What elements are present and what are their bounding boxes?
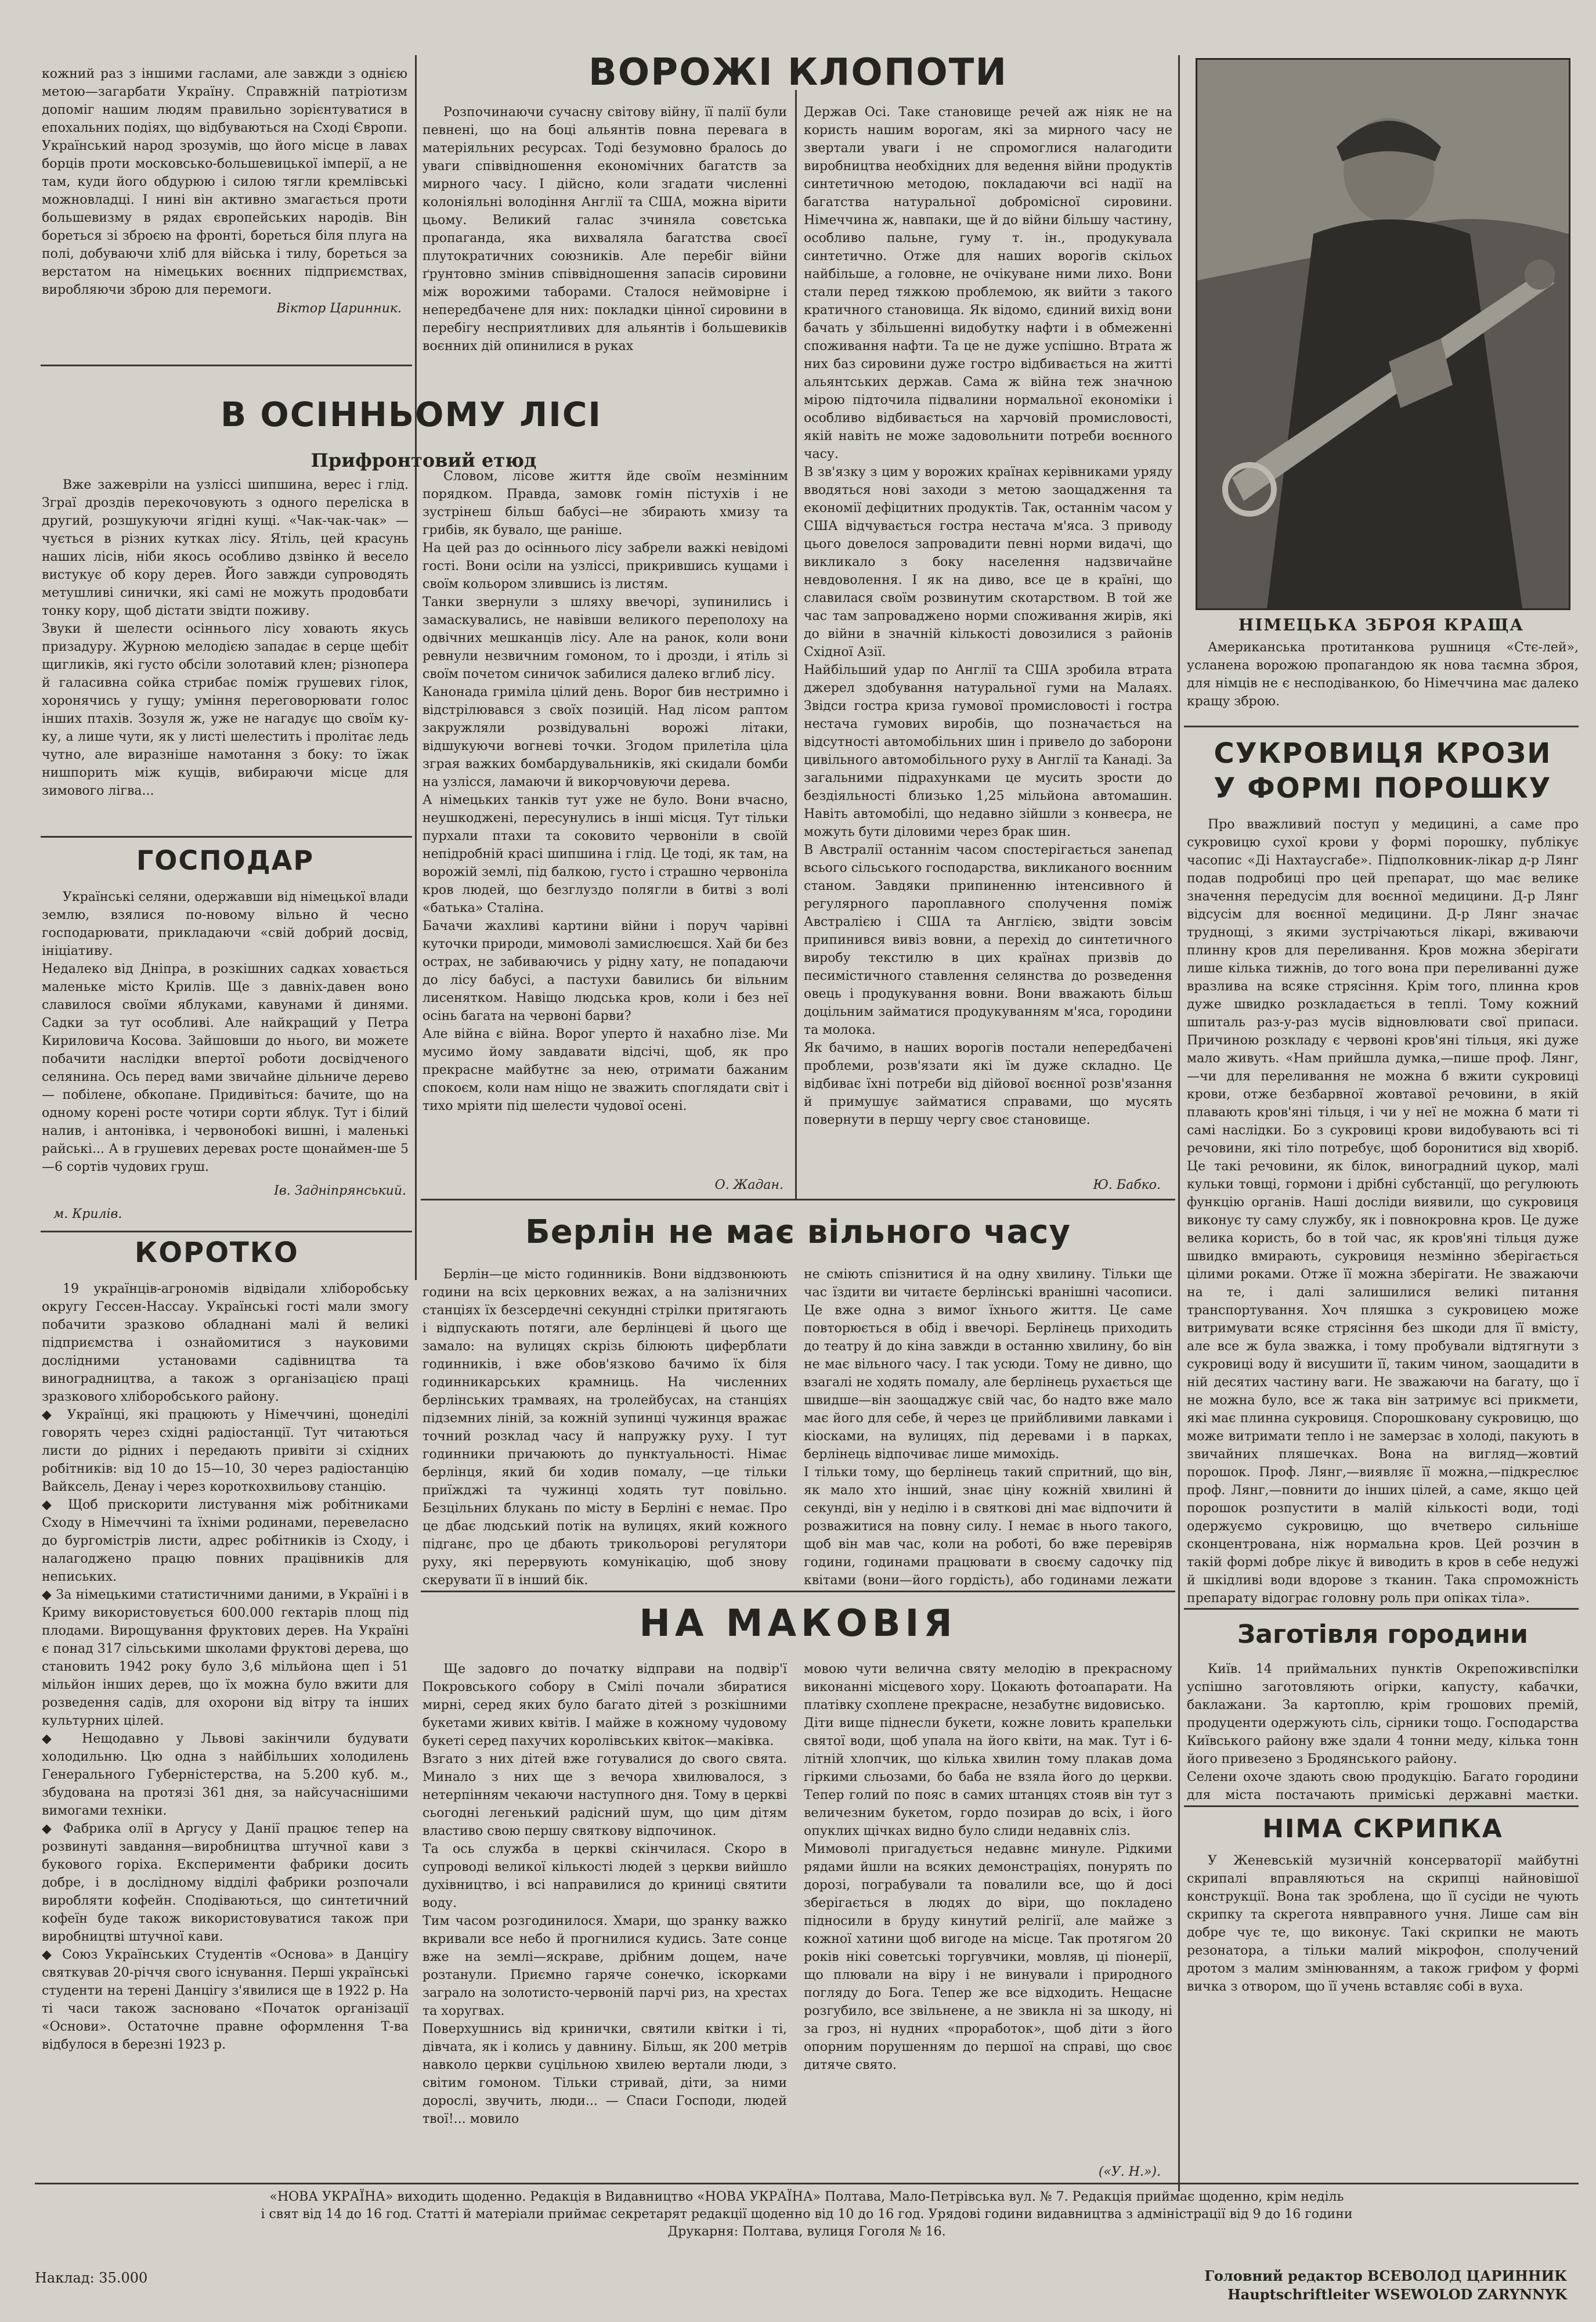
imprint-line-3: Друкарня: Полтава, вулиця Гоголя № 16. [667, 2224, 946, 2239]
korotko-headline: КОРОТКО [135, 1236, 299, 1269]
section-rule [421, 1591, 1175, 1592]
lis-column-2 [423, 467, 788, 1173]
column-rule [795, 90, 797, 1199]
lis-column-1 [42, 476, 409, 824]
photo-title: НІМЕЦЬКА ЗБРОЯ КРАЩА [1238, 615, 1525, 634]
voroji-column-2 [804, 103, 1172, 1177]
korotko-text: 19 українців-агрономів відвідали хліборобську округу Гессен-Нассау. Українські гості мали змогу побачити зразково обладнані малі й великі підприємства і ознайомитися з науковими дослідними установами садівництва та виноградництва, а також з організацією праці зразкового хліборобського району. ◆ Українці, які працюють у Німеччині, щонеділі говорять через східні радіостанції. Тут читаються листи до рідних і передають привіти зі східних робітників: від 10 до 15—10, 30 через радіостанцію Вайксель, Денау і через короткохвильову станцію. ◆ Щоб прискорити листування між робітниками Сходу в Німеччині та їхніми родинами, перевеласно до бургомістрів листи, адрес робітників із Сходу, і налагоджено працю повних працівників для непиських. ◆ За німецькими статистичними даними, в Україні і в Криму використовується 600.000 гектарів площ під плодами. Вирощування фруктових дерев. На Україні є понад 317 сільськими школами фруктові дерева, що становить 1942 року було 3,6 мільйона щеп і 51 мільйон інших дерев, що їх можна було вжити для розведення садів, для охорони від вітру та інших культурних цілей. ◆ Нещодавно у Львові закінчили будувати холодильню. Цю одна з найбільших холодилень Генерального Губерністерства, на 5.200 куб. м., збудована на протязі 361 дня, за найсучаснішими вимогами техніки. ◆ Фабрика олії в Аргусу у Данії працює тепер на розвинуті завдання—виробництва штучної кави з букового горіха. Експерименти фабрики досить добре, і в дослідному відділі фабрики розпочали виробляти кофейн. Сподіваються, що синтетичний кофеїн буде також використовуватися також при виробництві штучної кави. ◆ Союз Українських Студентів «Основа» в Данцігу святкував 20-річчя свого існування. Перші українські студенти на терені Данцігу з'явилися ще в 1922 р. На ті часи також засновано «Початок організації «Основи». Остаточне правне оформлення Т-ва відбулося в березні 1923 р. [42, 1282, 409, 2052]
lis-text-2: Словом, лісове життя йде своїм незмінним порядком. Правда, замовк гомін пістухів і не зустрінеш більш бабусі—не збирають хмизу та грибів, як бувало, ще раніше. На цей раз до осіннього лісу забрели важкі невідомі гості. Вони осіли на узліссі, прикрившись кущами і своїм кольором злившись із листям. Танки звернули з шляху ввечорі, зупинились і замаскувались, не навівши великого переполоху на одвічних мешканців лісу. Але на ранок, коли вони ревнули незвичним гомоном, то і дрозди, і ятіль зі своїм почетом синичок забилися далеко вглиб лісу. Канонада гриміла цілий день. Ворог бив нестримно і відстрілювався з своїх позицій. Над лісом раптом закружляли розвідувальні ворожі літаки, відшукуючи вогневі точки. Згодом прилетіла ціла зграя важких бомбардувальників, які скидали бомби на узлісся, ламаючи й викорчовуючи дерева. А німецьких танків тут уже не було. Вони вчасно, неушкоджені, пересунулись в інші місця. Тут тільки пурхали птахи та соковито червоніли в своїй непідробній красі шипшина і глід. Це тоді, як там, на ворожій землі, під балкою, густо і страшно червоніла кров людей, що безглуздо полягли в битві з волі «батька» Сталіна. Бачачи жахливі картини війни і поруч чарівні куточки природи, мимоволі замислюєшся. Хай би без острах, не забиваючись у рідну хату, не попадаючи до лісу бабусі, а пастухи бавились би вільним лисенятком. Навіщо людська кров, коли і без неї осінь багата на червоні барви? Але війна є війна. Ворог уперто й нахабно лізе. Ми мусимо йому завдавати відсічі, щоб, як про прекрасне майбутнє за нею, отримати бажаним спокоєм, коли нам ніщо не зважить споглядати світ і тихо мріяти під шелести чудової осені. [423, 469, 788, 1113]
imprint [35, 2188, 1579, 2241]
photo-figure [1197, 60, 1569, 608]
makovia-column-2 [804, 1660, 1172, 2159]
berlin-text-2: не сміють спізнитися й на одну хвилину. Тільки ще час їздити ви читаєте берлінські вранішні часописи. Це вже одна з вимог їхнього життя. Це саме повторюється в обід і ввечорі. Берлінець приходить до театру й до кіна завжди в останню хвилину, бо він не має вільного часу. І так усюди. Тому не дивно, що взагалі не ходять помалу, але берлінець рухається ще швидше—він заощаджує свій час, бо надто вже мало має його для себе, й через це прийбливими лавками і кіосками, на вулицях, під деревами і в парках, берлінець відпочиває лише мимохідь. І тільки тому, що берлінець такий спритний, що він, як мало хто інший, знає ціну кожній хвилині й секунді, він у неділю і в святкові дні має відпочити й розважитися на повну силу. І немає в нього такого, щоб він мав час, коли на роботі, бо вже перевіряв години, годинами працювати в своєму садочку під квітами (вони—його гордість), або годинами лежати [804, 1267, 1172, 1588]
section-rule [1184, 1608, 1579, 1610]
skrypka-text: У Женевській музичній консерваторії майбутні скрипалі вправляються на скрипці найновішої конструкції. Вона так зроблена, що її сусіди не чують скрипку та скрегота нявправного учня. Лише сам він добре чує те, що виконує. Такі скрипки не мають резонатора, а тільки малий мікрофон, сполучений дротом з малим змінюванням, а також грифом у формі вичка з отвором, що її учень вставляє собі в вуха. [1187, 1854, 1579, 1994]
soldier-with-rifle-photo [1196, 58, 1570, 610]
skarb-headline-1: СУКРОВИЦЯ КРОЗИ [1214, 737, 1552, 770]
photo-caption-text: Американська протитанкова рушниця «Стє-лей», усланена ворожою пропагандою як нова таємна зброя, для німців не є несподіванкою, бо Німеччина має далеко кращу зброю. [1187, 640, 1579, 709]
editor-ua: Головний редактор ВСЕВОЛОД ЦАРИННИК [1204, 2267, 1567, 2284]
editor-block [1204, 2267, 1567, 2304]
skarb-text: Про вважливий поступ у медицині, а саме про сукровицю сухої крови у формі порошку, публікує часопис «Ді Нахтаусгабе». Підполковник-лікар д-р Лянг подав подробиці про цей препарат, що має велике значення передусім для воєнної медицини. Д-р Лянг відсусім для воєнної медицини. Д-р Лянг значає труднощі, з якими зустрічаються лікарі, вживаючи плинну кров для переливання. Кров можна зберігати лише кілька тижнів, до того вона при переливанні дуже вразлива на всяке стрясіння. Крім того, плинна кров дуже швидко розкладається в теплі. Тому кожний шпиталь раз-у-раз мусів відновлювати свої припаси. Причиною розкладу є червоні кров'яні тільця, які дуже мало живуть. «Нам прийшла думка,—пише проф. Лянг,—чи для переливання не можна б вжити сукровиці крови, отже безбарвної жовтавої речовини, в якій плавають кров'яні тільця, і чи у неї не можна б мати ті самі наслідки. Бо з сукровиці крови видобувають всі ті речовини, які тіло потребує, щоб боронитися від хворіб. Це такі речовини, як білок, виноградний цукор, малі кульки товщі, гормони і дрібні субстанції, що регулюють функцію органів. Наші досліди виявили, що сукровиця виконує ту саму службу, як і повнокровна кров. Це дуже велика користь, бо в той час, як кров'яні тільця дуже швидко вмирають, сукровиця незмінно зберігається цілими роками. Отже її можна зберігати. Не зважаючи на те, і далі залишилися великі питання транспортування. Хоч пляшка з сукровицею може витримувати всяке стрясіння без шкоди для її вмісту, але все ж була зважка, і тому пробували відтягнути з сукровиці воду й висушити її, таким чином, заощадити в ній десятих частину ваги. Не зважаючи на багату, що ї не можна було, все ж така він затримує всі прикмети, які має плинна сукровиця. Спорошковану сукровицю, що може витримати тепло і не замерзає в холоді, пакують в звичайних пляшечках. Вона на вигляд—жовтий порошок. Проф. Лянг,—виявляє її можна,—підкреслює проф. Лянг,—повнити до інших цілей, а саме, якщо цей порошок розпустити в малій кількості води, тоді одержуємо сукровицю, що вчетверо сильніше сконцентрована, ніж нормальна кров. Цей розчин в такій формі добре лікує й виводить в кров в себе недужі й шкідливі води вдорове з тканин. Така спроможність препарату відограє головну роль при опіках тіла». [1187, 817, 1579, 1605]
berlin-column-1 [423, 1265, 787, 1588]
section-rule [41, 1231, 412, 1232]
circulation: Наклад: 35.000 [35, 2270, 148, 2286]
makovia-headline: НА МАКОВІЯ [639, 1602, 957, 1645]
voroji-text-1: Розпочинаючи сучасну світову війну, її палії були певнені, що на боці альянтів повна перевага в матеріяльних ресурсах. Тоді безумовно бралось до уваги співвідношення економічних багатств за мирного часу. І дійсно, коли згадати численні колоніяльні володіння Англії та США, можна вірити цьому. Великий галас зчиняла совєтська пропаганда, яка вихваляла багатства своєї плутократичних союзників. Але перебіг війни ґрунтовно змінив співвідношення запасів сировини між ворожими таборами. Сталося неймовірне і непередбачене для них: покладки цінної сировини в перебігу несприятливих для альянтів і большевиків воєнних дій опинилися в руках [423, 105, 787, 354]
makovia-text-1: Ще задовго до початку відправи на подвір'ї Покровського собору в Смілі почали збиратися мирні, серед яких було багато дітей з розкішними букетами живих квітів. І майже в кожному чудовому букеті серед пахучих королівських квіток—маківка. Взгато з них дітей вже готувалися до свого свята. Минало з них ще з вечора хвилювалося, з нетерпінням чекаючи наступного дня. Тому в церкві сьогодні легенький радісний шум, що цим дітям властиво свою першу святкову відпочинок. Та ось служба в церкві скінчилася. Скоро в супроводі великої кількості людей з церкви вийшло духівництво, і всі направилися до криниці святити воду. Тим часом розгодинилося. Хмари, що зранку важко вкривали все небо й прогнилися кудись. Зате сонце вже на землі—яскраве, дрібним дощем, наче розтанули. Приємно гаряче сонечко, іскорками заграло на золотисто-червоній парчі риз, на хрестах та хоругвах. Поверхушнись від кринички, святили квітки і ті, дівчата, як і колись у давнину. Більш, як 200 метрів навколо церкви суцільною хвилею вертали люди, з світим гомоном. Тільки стривай, діти, за ними дорослі, звучить, люди... — Спаси Господи, людей твої!... мовило [423, 1662, 787, 2126]
gospodar-text: Українські селяни, одержавши від німецької влади землю, взялися по-новому вільно й чесно господарювати, прикладаючи «свій добрий досвід, ініціативу. Недалеко від Дніпра, в розкішних садках ховається маленьке місто Крилів. Ще з давніх-давен воно славилося своїми яблуками, кавунами й динями. Садки за тут особливі. Але найкращий у Петра Кириловича Косова. Зайшовши до нього, ви можете побачити наслідки впертої роботи досвідченого селянина. Ось перед вами звичайне дільниче дерево — побілене, обкопане. Придивіться: бачите, що на одному корені росте чотири сорти яблук. Тут і білий налив, і антонівка, і червонобокі вишні, і маленькі райські... А в грушевих деревах росте щонаймен-ше 5—6 сортів чудових груш. [42, 890, 409, 1174]
lis-subtitle: Прифронтовий етюд [310, 449, 537, 471]
makovia-column-1 [423, 1660, 787, 2183]
continuation-text: кожний раз з іншими гаслами, але завжди з однією метою—загарбати Україну. Справжній патріотизм допоміг нашим людям правильно зорієнтуватися в епохальних подіях, що відбуваються на Сході Європи. Український народ зрозумів, що його місце в лавах борців проти московсько-большевицької імперії, а не там, куди його обдурюю і силою тягли кремлівські можновладці. І нині він активно змагається проти большевизму в рядах європейських народів. Він бореться зі зброєю на фронті, бореться біля плуга на полі, добуваючи хліб для війська і тилу, бореться за верстатом на німецьких воєнних підприємствах, виробляючи зброю для перемоги. [42, 67, 407, 297]
skarb-column [1187, 816, 1579, 1605]
imprint-line-1: «НОВА УКРАЇНА» виходить щоденно. Редакція в Видавництво «НОВА УКРАЇНА» Полтава, Мало-Петрівська вул. № 7. Редакція приймає щоденно, крім неділь [269, 2190, 1344, 2204]
gospodar-place: м. Крилів. [53, 1207, 122, 1221]
imprint-line-2: і свят від 14 до 16 год. Статті й матеріали приймає секретарят редакції щоденно від 10 до 16 год. Урядові години видавництва з адміністрації від 9 до 16 години [261, 2207, 1353, 2222]
gorodyna-headline: Заготівля городини [1237, 1620, 1528, 1649]
footer-rule [35, 2183, 1579, 2184]
section-rule [41, 836, 412, 838]
lis-signature: О. Жадан. [714, 1178, 783, 1192]
voroji-column-1 [423, 103, 787, 411]
column-rule [1178, 55, 1180, 2191]
berlin-column-2 [804, 1265, 1172, 1588]
voroji-signature: Ю. Бабко. [1093, 1178, 1161, 1192]
article-signature: Віктор Царинник. [276, 301, 402, 316]
korotko-column [42, 1280, 409, 2183]
column-rule [415, 55, 417, 1280]
section-rule [1184, 1805, 1579, 1807]
section-rule [421, 1199, 1175, 1200]
makovia-signature: («У. Н.»). [1098, 2165, 1161, 2179]
voroji-text-2: Держав Осі. Таке становище речей аж ніяк не на користь нашим ворогам, які за мирного часу не звертали уваги і не спромоглися налагодити виробництва необхідних для ведення війни продуктів синтетичною методою, покладаючи всі надії на багатства натуральної добромісної сировини. Німеччина ж, навпаки, ще й до війни більшу частину, особливо пальне, гуму т. ін., продукувала синтетично. Отже для наших ворогів скільох найбільше, а головне, не очікуване ними лихо. Вони стали перед тяжкою проблемою, як вийти з такого кратичного становища. Як відомо, єдиний вихід вони бачать у збільшенні видобутку нафти і в обмеженні споживання нафти. Та це не дуже успішно. Втрата ж них баз сировини дуже гостро відбивається на житті альянтських держав. Сама ж війна теж значною мірою підточила підвалини нормальної економіки і особливо відбивається на харчовій промисловості, якій навіть не може задовольнити потреби воєнного часу. В зв'язку з цим у ворожих країнах керівниками уряду вводяться нові заходи з метою заощадження та економії дефіцитних продуктів. Так, останнім часом у США відчувається гостра нестача м'яса. З приводу цього довелося запровадити певні норми видачі, що викликало з боку населення надзвичайне невдоволення. І як на диво, все це в країні, що славилася своїм розвинутим скотарством. В той же час там запроваджено норми споживання жирів, які до війни в значній кількості довозилися з районів Східної Азії. Найбільший удар по Англії та США зробила втрата джерел здобування натуральної гуми на Малаях. Звідси гостра криза гумової промисловості і гостра нестача гумових виробів, що позначається на відсутності автомобільних шин і привело до заборони цивільного автомобільного руху в Англії та Канаді. За загальними підрахунками це мусить зрости до бездіяльності близько 1,25 мільйона автомашин. Навіть автомобілі, що недавно зійшли з конвеєра, не можуть бути діловими через брак шин. В Австралії останнім часом спостерігається занепад всього сільського господарства, викликаного воєнним станом. Завдяки припиненню інтенсивного й регулярного пароплавного сполучення поміж Австралією і США та Англією, звідти зовсім припинився вивіз вовни, а перехід до синтетичного виробу текстилю в цих країнах призвів до песимістичного ставлення селянства до розведення овець і продукування вовни. Вони вважають більш доцільним займатися продукуванням м'яса, городини та молока. Як бачимо, в наших ворогів постали непередбачені проблеми, розв'язати які їм дуже складно. Це відбиває їхні потреби від дійової воєнної розв'язання й примушує займатися справами, що мусять повернути в першу чергу своє становище. [804, 105, 1172, 1127]
berlin-headline: Берлін не має вільного часу [525, 1213, 1071, 1251]
lis-text-1: Вже зажевріли на узліссі шипшина, верес і глід. Зграї дроздів перекочовують з одного переліска в другий, розшукуючи ягідні кущі. «Чак-чак-чак» — чується в різних кутках лісу. Ятіль, цей красунь наших лісів, ніби якось особливо дзвінко й весело вистукує об кору дерев. Його завжди супроводять метушливі синички, які самі не можуть продовбати тонку кору, щоб дістати звідти поживу. Звуки й шелести осіннього лісу ховають якусь призадуру. Журною мелодією западає в серце щебіт щигликів, які густо обсіли золотавий клен; різнопера й галасивна сойка стрибає поміж грушевих гілок, хоронячись у гущу; уміння переговорювати голос інших птахів. Зозуля ж, уже не нагадує що своїм ку-ку, а лише чути, як у листі шелестить і пролітає ледь чутно, але виразніше намотання з боку: то їжак нишпорить між кущів, вибираючи місце для зимового лігва... [42, 478, 409, 798]
section-rule [1184, 726, 1579, 727]
voroji-headline: ВОРОЖІ КЛОПОТИ [588, 51, 1008, 94]
berlin-text-1: Берлін—це місто годинників. Вони віддзвонюють години на всіх церковних вежах, а на залізничних станціях їх безсердечні секундні стрілки притягають і відпускають потяги, але берлінцеві й цього ще замало: на вулицях скрізь білюють циферблати годинників, і вже обов'язково бачимо їх біля годинникарських крамниць. На численних берлінських трамваях, на тролейбусах, на станціях підземних ліній, за кожній зупинці чужинця вражає точний розклад часу й напружку руху. І тут годинники причаюють до пунктуальності. Німає берлінця, який би ходив помалу, —це тільки приїжджі та чужинці ходять тут повільно. Безцільних блукань по місту в Берліні є немає. Про це дбає людський потік на вулицях, який кожного підганє, про це дбають трикольорові регулятори руху, які перервують комунікацію, щоб знову скерувати її в інший бік. [423, 1267, 787, 1588]
skrypka-headline: НІМА СКРИПКА [1262, 1814, 1503, 1844]
gospodar-column [42, 888, 409, 1178]
lis-headline: В ОСІННЬОМУ ЛІСІ [221, 395, 602, 434]
editor-de: Hauptschriftleiter WSEWOLOD ZARYNNYK [1227, 2286, 1567, 2303]
section-rule [41, 365, 412, 366]
gospodar-headline: ГОСПОДАР [136, 845, 315, 876]
gorodyna-text: Київ. 14 приймальних пунктів Окрепоживспілки успішно заготовляють огірки, капусту, кабачки, баклажани. За картоплю, крім грошових премій, продуценти одержують сіль, сірники тощо. Господарства Київського району вже здали 4 тонни меду, кілька тонн його привезено з Бродянського району. Селени охоче здають свою продукцію. Багато городини для міста постачають приміські державні маєтки. [1187, 1662, 1579, 1802]
photo-caption [1187, 639, 1579, 720]
article-continuation [42, 65, 407, 364]
gospodar-signature: Ів. Задніпрянський. [274, 1184, 406, 1198]
makovia-text-2: мовою чути велична святу мелодію в прекрасному виконанні місцевого хору. Цокають фотоапарати. На платівку схоплене прекрасне, незабутнє видовисько. Діти вище піднесли букети, кожне ловить крапельки святої води, щоб упала на його квіти, на мак. Тут і 6-літній хлопчик, що кілька хвилин тому плакав дома гіркими сльозами, бо баба не взяла його до церкви. Тепер голий по пояс в самих штанцях стояв він тут з величезним букетом, гордо позирав до всіх, і його опуклих щічках видно було слиди недавніх сліз. Мимоволі пригадується недавнє минуле. Рідкими рядами йшли на всяких демонстраціях, понурять по дорозі, пограбували та повалили все, що й досі зберігається в людях до віри, що покладено підносили в бруду кинутий релігії, але майже з кожної хатини щоб вигоде на місце. Так протягом 20 років нікі советські торгувчики, мовляв, ці піонерії, що плювали на віру і не винували і природного погляду до Бога. Тепер же все відходить. Нещасне розгубило, все звільнене, а не звикла ні за шкоду, ні за гроз, ні нудних «проработок», щоб діти з його опорним порушенням до першої на справі, що своє дитяче свято. [804, 1662, 1172, 2072]
skarb-headline-2: У ФОРМІ ПОРОШКУ [1214, 772, 1552, 805]
skrypka-column [1187, 1852, 1579, 2177]
gorodyna-column [1187, 1660, 1579, 1802]
